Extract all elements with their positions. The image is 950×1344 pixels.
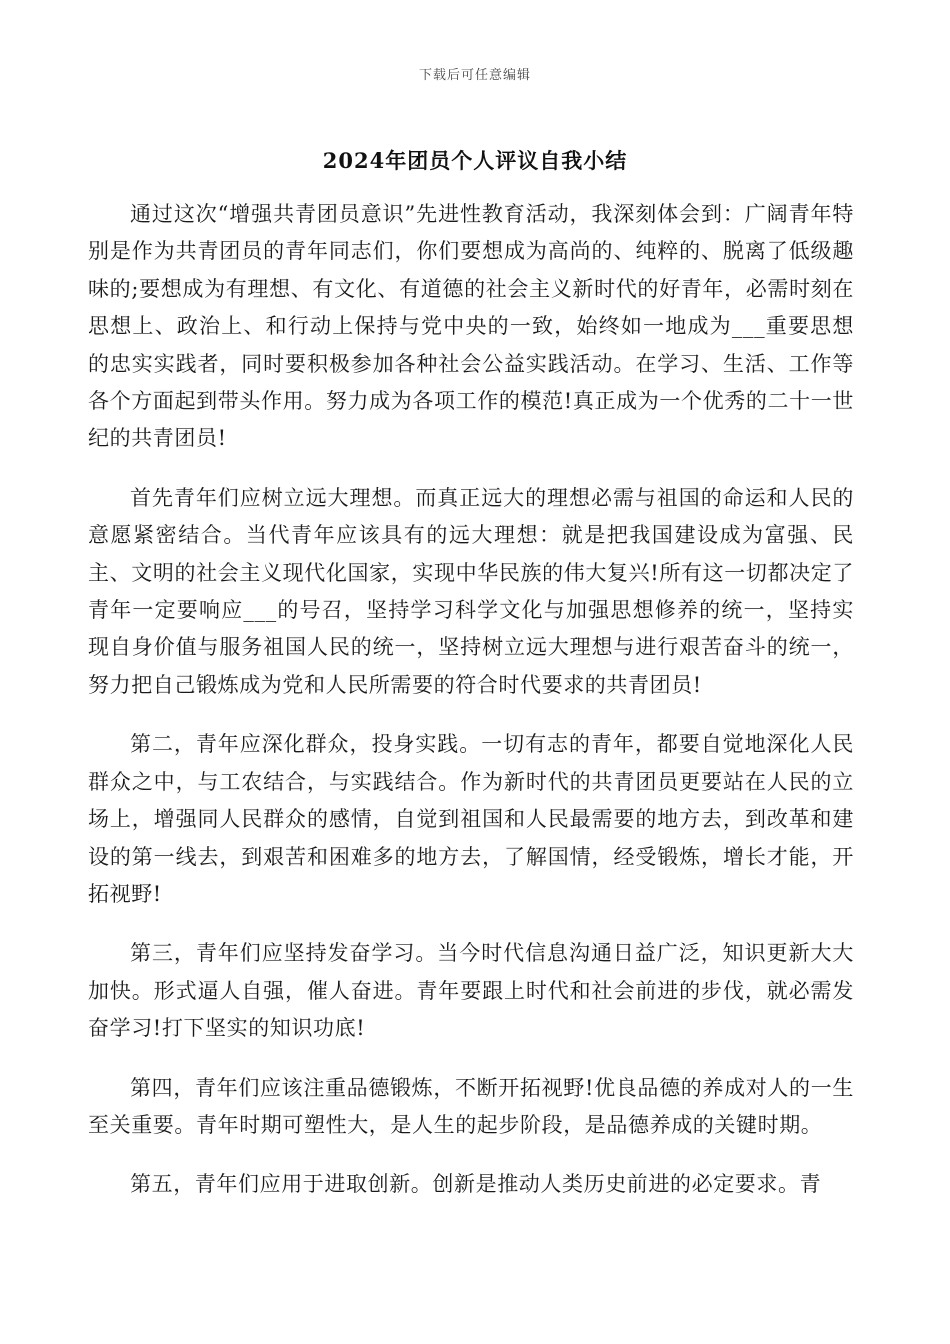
paragraph-4: 第三，青年们应坚持发奋学习。当今时代信息沟通日益广泛，知识更新大大加快。形式逼人自强，催人奋进。青年要跟上时代和社会前进的步伐，就必需发奋学习!打下坚实的知识功底! <box>88 941 854 1041</box>
paragraph-2: 首先青年们应树立远大理想。而真正远大的理想必需与祖国的命运和人民的意愿紧密结合。当代青年应该具有的远大理想：就是把我国建设成为富强、民主、文明的社会主义现代化国家，实现中华民族的伟大复兴!所有这一切都决定了青年一定要响应___的号召，坚持学习科学文化与加强思想修养的统一，坚持实现自身价值与服务祖国人民的统一，坚持树立远大理想与进行艰苦奋斗的统一，努力把自己锻炼成为党和人民所需要的符合时代要求的共青团员! <box>88 485 854 697</box>
paragraph-5: 第四，青年们应该注重品德锻炼，不断开拓视野!优良品德的养成对人的一生至关重要。青年时期可塑性大，是人生的起步阶段，是品德养成的关键时期。 <box>88 1075 854 1137</box>
header-note: 下载后可任意编辑 <box>418 68 531 83</box>
paragraph-1: 通过这次“增强共青团员意识”先进性教育活动，我深刻体会到：广阔青年特别是作为共青团员的青年同志们，你们要想成为高尚的、纯粹的、脱离了低级趣味的;要想成为有理想、有文化、有道德的社会主义新时代的好青年，必需时刻在思想上、政治上、和行动上保持与党中央的一致，始终如一地成为___重要思想的忠实实践者，同时要积极参加各种社会公益实践活动。在学习、生活、工作等各个方面起到带头作用。努力成为各项工作的模范!真正成为一个优秀的二十一世纪的共青团员! <box>88 202 854 451</box>
paragraph-3: 第二，青年应深化群众，投身实践。一切有志的青年，都要自觉地深化人民群众之中，与工农结合，与实践结合。作为新时代的共青团员更要站在人民的立场上，增强同人民群众的感情，自觉到祖国和人民最需要的地方去，到改革和建设的第一线去，到艰苦和困难多的地方去，了解国情，经受锻炼，增长才能，开拓视野! <box>88 732 854 906</box>
paragraph-6: 第五，青年们应用于进取创新。创新是推动人类历史前进的必定要求。青 <box>130 1172 822 1197</box>
document-title: 2024年团员个人评议自我小结 <box>322 148 628 173</box>
document-body <box>88 196 854 1226</box>
